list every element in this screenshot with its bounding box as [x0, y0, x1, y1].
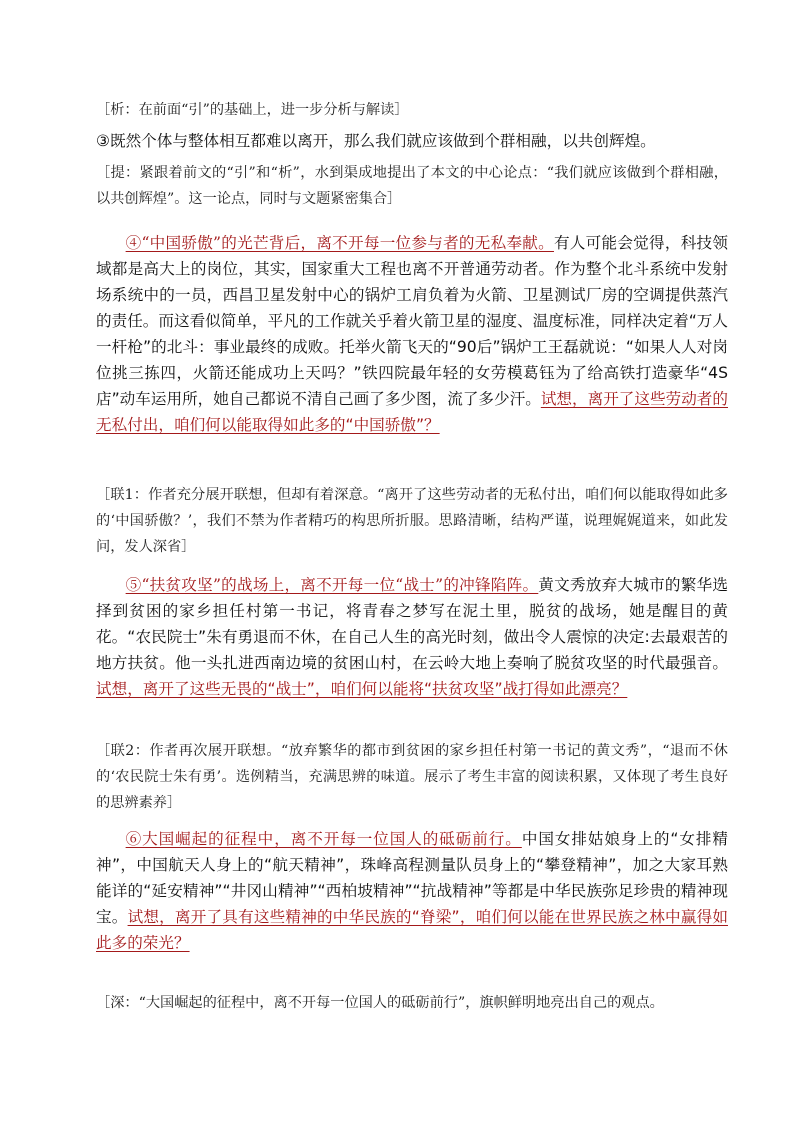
paragraph-5-body: 黄文秀放弃大城市的繁华选择到贫困的家乡担任村第一书记，将青春之梦写在泥土里，脱贫的战场，她是醒目的黄花。“农民院士”朱有勇退而不休，在自己人生的高光时刻，做出令人震惊的决定:去最艰苦的地方扶贫。他一头扎进西南边境的贫困山村，在云岭大地上奏响了脱贫攻坚的时代最强音。	[96, 576, 728, 672]
paragraph-4-question: 试想，离开了这些劳动者的无私付出，咱们何以能取得如此多的“中国骄傲”？	[96, 390, 728, 434]
paragraph-5-question: 试想，离开了这些无畏的“战士”，咱们何以能将“扶贫攻坚”战打得如此漂亮？	[96, 680, 628, 698]
note-association-2: ［联2：作者再次展开联想。“放弃繁华的都市到贫困的家乡担任村第一书记的黄文秀”，“退而不休的‘农民院士朱有勇’。选例精当，充满思辨的味道。展示了考生丰富的阅读积累，又体现了考生良好的思辨素养］	[96, 743, 728, 811]
paragraph-6-question: 试想，离开了具有这些精神的中华民族的“脊梁”，咱们何以能在世界民族之林中赢得如此多的荣光？	[96, 908, 728, 952]
paragraph-4-body: 有人可能会觉得，科技领域都是高大上的岗位，其实，国家重大工程也离不开普通劳动者。作为整个北斗系统中发射场系统中的一员，西昌卫星发射中心的锅炉工肩负着为火箭、卫星测试厂房的空调提供蒸汽的责任。而这看似简单，平凡的工作就关乎着火箭卫星的湿度、温度标准，同样决定着“万人一杆枪”的北斗：事业最终的成败。托举火箭飞天的“90后”锅炉工王磊就说：“如果人人对岗位挑三拣四，火箭还能成功上天吗？”铁四院最年轻的女劳模葛钰为了给高铁打造豪华“4S店”动车运用所，她自己都说不清自己画了多少图，流了多少汗。	[96, 234, 728, 408]
note-depth: ［深：“大国崛起的征程中，离不开每一位国人的砥砺前行”，旗帜鲜明地亮出自己的观点。	[96, 995, 664, 1011]
paragraph-6-body: 中国女排姑娘身上的“女排精神”，中国航天人身上的“航天精神”，珠峰高程测量队员身上的“攀登精神”，加之大家耳熟能详的“延安精神”“井冈山精神”“西柏坡精神”“抗战精神”等都是中华民族弥足珍贵的精神现宝。	[96, 830, 728, 926]
note-analysis: ［析：在前面“引”的基础上，进一步分析与解读］	[96, 102, 409, 118]
paragraph-4-lead: ④“中国骄傲”的光芒背后，离不开每一位参与者的无私奉献。	[125, 234, 554, 252]
paragraph-5-lead: ⑤“扶贫攻坚”的战场上，离不开每一位“战士”的冲锋陷阵。	[125, 576, 539, 594]
paragraph-3: ③既然个体与整体相互都难以离开，那么我们就应该做到个群相融，以共创辉煌。	[96, 132, 656, 150]
paragraph-4	[96, 230, 728, 438]
note-thesis: ［提：紧跟着前文的“引”和“析”，水到渠成地提出了本文的中心论点：“我们就应该做到个群相融，以共创辉煌”。这一论点，同时与文题紧密集合］	[96, 165, 728, 207]
paragraph-6-lead: ⑥大国崛起的征程中，离不开每一位国人的砥砺前行。	[125, 830, 522, 848]
note-association-1: ［联1：作者充分展开联想，但却有着深意。“离开了这些劳动者的无私付出，咱们何以能取得如此多的‘中国骄傲？’，我们不禁为作者精巧的构思所折服。思路清晰，结构严谨，说理娓娓道来，如此发问，发人深省］	[96, 487, 728, 555]
paragraph-5	[96, 572, 728, 702]
paragraph-6	[96, 826, 728, 956]
